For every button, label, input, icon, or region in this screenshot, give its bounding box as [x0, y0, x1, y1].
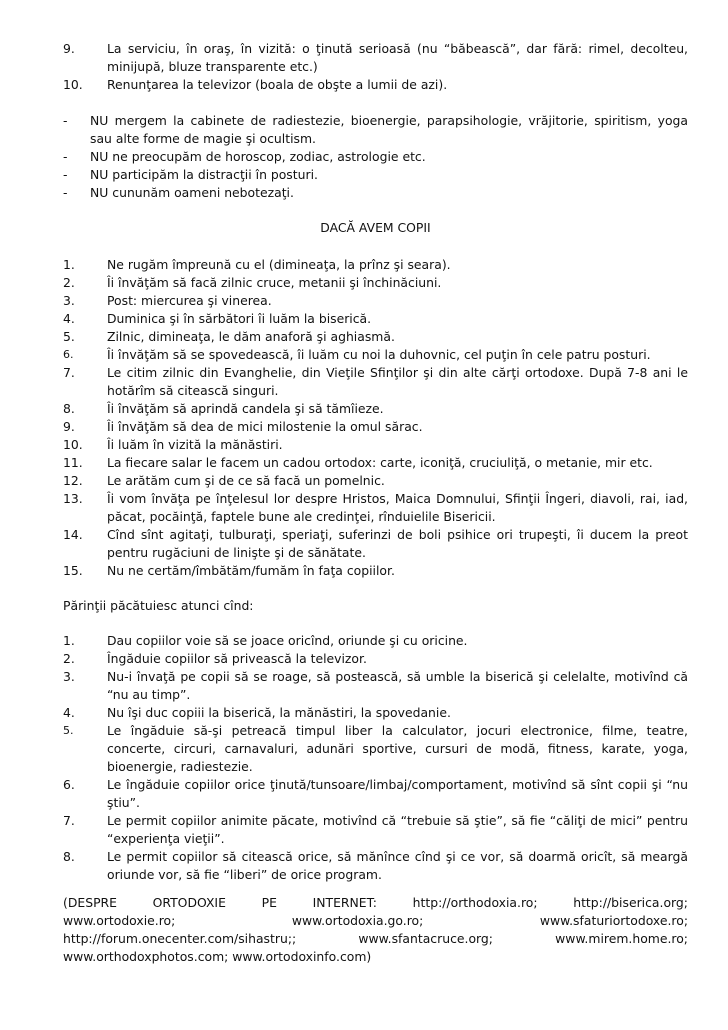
item-number: 6.	[63, 348, 74, 361]
item-text: La fiecare salar le facem un cadou ortodox: carte, iconiţă, cruciuliţă, o metanie, mir etc.	[107, 455, 653, 470]
list-item	[63, 650, 688, 668]
list-item	[63, 364, 688, 400]
footer-text: PE	[261, 895, 277, 910]
item-number: 1.	[63, 633, 75, 648]
dash-item	[63, 166, 688, 184]
list-item	[63, 776, 688, 812]
item-text: NU participăm la distracţii în posturi.	[90, 167, 318, 182]
item-text: Îi vom învăţa pe înţelesul lor despre Hristos, Maica Domnului, Sfinţii Îngeri, diavoli, rai, iad, păcat, pocăinţă, faptele bune ale credinţei, rînduielile Bisericii.	[107, 491, 688, 524]
footer-link[interactable]: http://forum.onecenter.com/sihastru;;	[63, 931, 297, 946]
footer-link[interactable]: http://orthodoxia.ro;	[412, 895, 538, 910]
item-number: 9.	[63, 41, 75, 56]
item-number: 2.	[63, 651, 75, 666]
list-item	[63, 704, 688, 722]
footer-links	[63, 894, 688, 966]
item-text: Îi învăţăm să aprindă candela şi să tămîieze.	[107, 401, 384, 416]
footer-line	[63, 930, 688, 948]
item-number: 4.	[63, 311, 75, 326]
dash-item	[63, 112, 688, 148]
item-text: Post: miercurea şi vinerea.	[107, 293, 272, 308]
section-heading: DACĂ AVEM COPII	[320, 220, 431, 235]
item-text: Îi luăm în vizită la mănăstiri.	[107, 437, 283, 452]
footer-link[interactable]: www.ortodoxia.go.ro;	[291, 913, 424, 928]
dash-bullet: -	[63, 113, 68, 128]
item-number: 6.	[63, 777, 75, 792]
list-item	[63, 274, 688, 292]
footer-line	[63, 894, 688, 912]
item-number: 15.	[63, 563, 83, 578]
footer-link[interactable]: www.mirem.home.ro;	[555, 931, 688, 946]
list-item	[63, 400, 688, 418]
item-text: Îi învăţăm să dea de mici milostenie la omul sărac.	[107, 419, 423, 434]
item-text: Nu îşi duc copiii la biserică, la mănăstiri, la spovedanie.	[107, 705, 451, 720]
footer-text: (DESPRE	[63, 895, 117, 910]
item-text: La serviciu, în oraş, în vizită: o ţinută serioasă (nu “băbească”, dar fără: rimel, decolteu, minijupă, bluze transparente etc.)	[107, 41, 688, 74]
item-text: Le permit copiilor să citească orice, să mănînce cînd şi ce vor, să doarmă oricît, să meargă oriunde vor, să fie “liberi” de orice program.	[107, 849, 688, 882]
list-item	[63, 722, 688, 776]
item-text: Nu ne certăm/îmbătăm/fumăm în faţa copiilor.	[107, 563, 395, 578]
item-number: 5.	[63, 329, 75, 344]
list-item	[63, 418, 688, 436]
dash-item	[63, 184, 688, 202]
list-item	[63, 632, 688, 650]
footer-link[interactable]: http://biserica.org;	[573, 895, 688, 910]
item-text: Nu-i învaţă pe copii să se roage, să postească, să umble la biserică şi celelalte, motivînd că “nu au timp”.	[107, 669, 688, 702]
item-number: 5.	[63, 724, 74, 737]
item-number: 11.	[63, 455, 83, 470]
item-text: Renunţarea la televizor (boala de obşte a lumii de azi).	[107, 77, 448, 92]
item-number: 7.	[63, 365, 75, 380]
list-item	[63, 668, 688, 704]
item-text: NU ne preocupăm de horoscop, zodiac, astrologie etc.	[90, 149, 426, 164]
item-text: NU cununăm oameni nebotezaţi.	[90, 185, 294, 200]
item-text: Îi învăţăm să se spovedească, îi luăm cu noi la duhovnic, cel puţin în cele patru posturi.	[107, 347, 651, 362]
item-text: Cînd sînt agitaţi, tulburaţi, speriaţi, suferinzi de boli psihice ori trupeşti, îi ducem la preot pentru rugăciuni de linişte şi de sănătate.	[107, 527, 688, 560]
list-item	[63, 472, 688, 490]
list-item	[63, 490, 688, 526]
item-text: Îngăduie copiilor să privească la televizor.	[107, 651, 367, 666]
list-item	[63, 256, 688, 274]
item-text: Le îngăduie copiilor orice ţinută/tunsoare/limbaj/comportament, motivînd să sînt copii şi “nu ştiu”.	[107, 777, 688, 810]
list-item	[63, 454, 688, 472]
item-text: Duminica şi în sărbători îi luăm la biserică.	[107, 311, 372, 326]
item-number: 12.	[63, 473, 83, 488]
footer-link[interactable]: www.orthodoxphotos.com; www.ortodoxinfo.com)	[63, 949, 372, 964]
item-text: Zilnic, dimineaţa, le dăm anaforă şi aghiasmă.	[107, 329, 395, 344]
dash-item	[63, 148, 688, 166]
list-item	[63, 526, 688, 562]
list-item	[63, 328, 688, 346]
item-text: Le îngăduie să-şi petreacă timpul liber la calculator, jocuri electronice, filme, teatre, concerte, circuri, carnavaluri, adunări sportive, cursuri de modă, fitness, karate, yoga, bioenergie, radiestezie.	[107, 723, 688, 774]
item-text: Ne rugăm împreună cu el (dimineaţa, la prînz şi seara).	[107, 257, 451, 272]
item-text: Dau copiilor voie să se joace oricînd, oriunde şi cu oricine.	[107, 633, 468, 648]
item-text: Le permit copiilor animite păcate, motivînd că “trebuie să ştie”, să fie “căliţi de mici” pentru “experienţa vieţii”.	[107, 813, 688, 846]
list-item	[63, 310, 688, 328]
list-item	[63, 436, 688, 454]
dash-bullet: -	[63, 185, 68, 200]
dash-bullet: -	[63, 167, 68, 182]
item-number: 1.	[63, 257, 75, 272]
item-text: Le arătăm cum şi de ce să facă un pomelnic.	[107, 473, 385, 488]
item-number: 3.	[63, 669, 75, 684]
list-item	[63, 346, 688, 364]
item-number: 3.	[63, 293, 75, 308]
item-text: NU mergem la cabinete de radiestezie, bioenergie, parapsihologie, vrăjitorie, spiritism, yoga sau alte forme de magie şi ocultism.	[90, 113, 688, 146]
parents-intro: Părinţii păcătuiesc atunci cînd:	[63, 598, 254, 613]
item-number: 10.	[63, 77, 83, 92]
list-item	[63, 848, 688, 884]
list-item	[63, 562, 688, 580]
item-text: Le citim zilnic din Evanghelie, din Vieţile Sfinţilor şi din alte cărţi ortodoxe. După 7-8 ani le hotărîm să citească singuri.	[107, 365, 688, 398]
item-number: 8.	[63, 849, 75, 864]
list-item	[63, 40, 688, 76]
item-number: 7.	[63, 813, 75, 828]
footer-link[interactable]: www.ortodoxie.ro;	[63, 913, 176, 928]
footer-line	[63, 912, 688, 930]
item-text: Îi învăţăm să facă zilnic cruce, metanii şi închinăciuni.	[107, 275, 442, 290]
item-number: 4.	[63, 705, 75, 720]
list-item	[63, 812, 688, 848]
item-number: 10.	[63, 437, 83, 452]
item-number: 2.	[63, 275, 75, 290]
footer-link[interactable]: www.sfaturiortodoxe.ro;	[539, 913, 688, 928]
item-number: 9.	[63, 419, 75, 434]
item-number: 8.	[63, 401, 75, 416]
footer-text: INTERNET:	[312, 895, 377, 910]
footer-line	[63, 948, 688, 966]
list-item	[63, 292, 688, 310]
item-number: 14.	[63, 527, 83, 542]
list-item	[63, 76, 688, 94]
footer-text: ORTODOXIE	[152, 895, 226, 910]
footer-link[interactable]: www.sfantacruce.org;	[358, 931, 493, 946]
dash-bullet: -	[63, 149, 68, 164]
item-number: 13.	[63, 491, 83, 506]
